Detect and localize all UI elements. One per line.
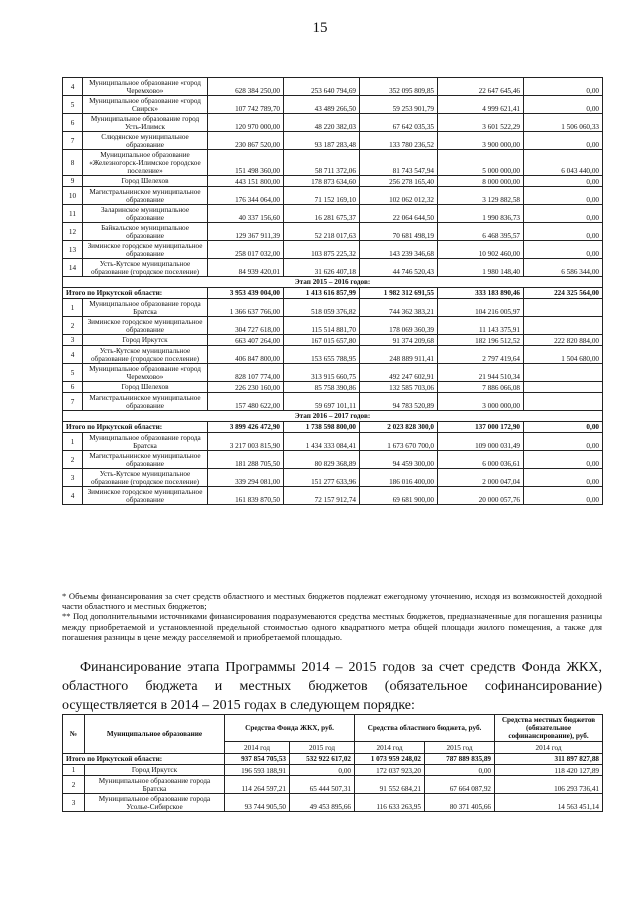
- row-number: 11: [63, 205, 83, 223]
- municipality-name: Город Шелехов: [83, 176, 208, 187]
- amount-cell: 0,00: [524, 469, 603, 487]
- row-number: 1: [63, 299, 83, 317]
- amount-cell: 91 552 684,21: [355, 776, 425, 794]
- row-number: 14: [63, 259, 83, 277]
- amount-cell: 176 344 064,00: [208, 187, 284, 205]
- total-value: 333 183 890,46: [438, 288, 524, 299]
- amount-cell: 52 218 017,63: [284, 223, 360, 241]
- table-row: [63, 132, 603, 150]
- municipality-name: Залаpинское муниципальное образование: [83, 205, 208, 223]
- total-value: 937 854 705,53: [225, 754, 290, 765]
- amount-cell: 352 095 809,85: [360, 78, 438, 96]
- amount-cell: 339 294 081,00: [208, 469, 284, 487]
- amount-cell: 744 362 383,21: [360, 299, 438, 317]
- funding-table-2014-2015: [62, 714, 603, 812]
- municipality-name: Слюдянское муниципальное образование: [83, 132, 208, 150]
- table-row: [63, 469, 603, 487]
- row-number: 13: [63, 241, 83, 259]
- municipality-name: Зиминское городское муниципальное образование: [83, 317, 208, 335]
- amount-cell: 16 281 675,37: [284, 205, 360, 223]
- amount-cell: [524, 393, 603, 411]
- amount-cell: 84 939 420,01: [208, 259, 284, 277]
- table-row: [63, 765, 603, 776]
- table-row: [63, 259, 603, 277]
- total-value: 137 000 172,90: [438, 422, 524, 433]
- total-value: 2 023 828 300,0: [360, 422, 438, 433]
- amount-cell: 663 407 264,00: [208, 335, 284, 346]
- amount-cell: 0,00: [524, 132, 603, 150]
- amount-cell: 120 970 000,00: [208, 114, 284, 132]
- total-value: 787 889 835,89: [425, 754, 495, 765]
- table-row: [63, 346, 603, 364]
- footnote-1: * Объемы финансирования за счет средств областного и местных бюджетов подлежат ежегодному уточнению, исходя из возможностей доходной части областного и местных бюджетов;: [62, 591, 602, 612]
- amount-cell: 48 220 382,03: [284, 114, 360, 132]
- amount-cell: 0,00: [524, 223, 603, 241]
- amount-cell: 628 384 250,00: [208, 78, 284, 96]
- amount-cell: 153 655 788,95: [284, 346, 360, 364]
- municipality-name: Муниципальное образование город Усть-Илимск: [83, 114, 208, 132]
- amount-cell: 72 157 912,74: [284, 487, 360, 505]
- row-number: 5: [63, 96, 83, 114]
- total-label: Итого по Иркутской области:: [63, 754, 225, 765]
- amount-cell: 10 902 460,00: [438, 241, 524, 259]
- col-header-mo: Муниципальное образование: [85, 715, 225, 754]
- row-number: 3: [63, 469, 83, 487]
- total-value: 1 413 616 857,99: [284, 288, 360, 299]
- total-value: 3 899 426 472,90: [208, 422, 284, 433]
- amount-cell: 5 000 000,00: [438, 150, 524, 176]
- amount-cell: 80 829 368,89: [284, 451, 360, 469]
- year-header: 2015 год: [290, 742, 355, 754]
- amount-cell: 8 000 000,00: [438, 176, 524, 187]
- amount-cell: 1 990 836,73: [438, 205, 524, 223]
- amount-cell: 182 196 512,52: [438, 335, 524, 346]
- amount-cell: 256 278 165,40: [360, 176, 438, 187]
- amount-cell: 11 143 375,91: [438, 317, 524, 335]
- amount-cell: [524, 364, 603, 382]
- municipality-name: Байкальское муниципальное образование: [83, 223, 208, 241]
- amount-cell: 196 593 188,91: [225, 765, 290, 776]
- amount-cell: 1 434 333 084,41: [284, 433, 360, 451]
- table-row: [63, 451, 603, 469]
- amount-cell: 85 758 390,86: [284, 382, 360, 393]
- row-number: 2: [63, 317, 83, 335]
- stage-title: Этап 2015 – 2016 годов:: [63, 277, 603, 288]
- amount-cell: 118 420 127,89: [495, 765, 603, 776]
- amount-cell: 143 239 346,68: [360, 241, 438, 259]
- amount-cell: 91 374 209,68: [360, 335, 438, 346]
- footnote-2: ** Под дополнительными источниками финансирования подразумеваются средства местных бюджетов, предназначенные для погашения разницы между приобретаемой и установленной предельной стоимостью одного квадратного метра общей площади жилого помещения, а также для погашения разницы в цене между расселяемой и приобретаемой площадью.: [62, 611, 602, 642]
- amount-cell: 59 253 901,79: [360, 96, 438, 114]
- total-value: 3 953 439 004,00: [208, 288, 284, 299]
- table-row: [63, 364, 603, 382]
- amount-cell: 31 626 407,18: [284, 259, 360, 277]
- amount-cell: 104 216 005,97: [438, 299, 524, 317]
- page-number: 15: [312, 20, 328, 36]
- amount-cell: 253 640 794,69: [284, 78, 360, 96]
- total-value: 1 982 312 691,55: [360, 288, 438, 299]
- col-header-fund: Средства Фонда ЖКХ, руб.: [225, 715, 355, 742]
- table-row: [63, 299, 603, 317]
- municipality-name: Муниципальное образование «город Черемхово»: [83, 364, 208, 382]
- amount-cell: 151 277 633,96: [284, 469, 360, 487]
- amount-cell: 0,00: [524, 187, 603, 205]
- municipality-name: Город Иркутск: [83, 335, 208, 346]
- amount-cell: 20 000 057,76: [438, 487, 524, 505]
- municipality-name: Магистральнинское муниципальное образование: [83, 187, 208, 205]
- amount-cell: 304 727 618,00: [208, 317, 284, 335]
- amount-cell: 443 151 800,00: [208, 176, 284, 187]
- amount-cell: 22 064 644,50: [360, 205, 438, 223]
- amount-cell: 7 886 066,08: [438, 382, 524, 393]
- amount-cell: 94 459 300,00: [360, 451, 438, 469]
- amount-cell: 1 980 148,40: [438, 259, 524, 277]
- municipality-name: Усть-Кутское муниципальное образование (городское поселение): [83, 346, 208, 364]
- stage-total-row: [63, 288, 603, 299]
- municipality-name: Магистральнинское муниципальное образование: [83, 393, 208, 411]
- table-row: [63, 176, 603, 187]
- table-row: [63, 241, 603, 259]
- amount-cell: 106 293 736,41: [495, 776, 603, 794]
- amount-cell: 167 015 657,80: [284, 335, 360, 346]
- amount-cell: 178 873 634,60: [284, 176, 360, 187]
- row-number: 10: [63, 187, 83, 205]
- col-header-region: Средства областного бюджета, руб.: [355, 715, 495, 742]
- row-number: 5: [63, 364, 83, 382]
- stage-title-row: [63, 277, 603, 288]
- table-row: [63, 393, 603, 411]
- amount-cell: 2 797 419,64: [438, 346, 524, 364]
- table2-header-row: [63, 715, 603, 742]
- amount-cell: 1 366 637 766,00: [208, 299, 284, 317]
- municipality-name: Муниципальное образование «Железногорск-Илимское городское поселение»: [83, 150, 208, 176]
- amount-cell: [524, 382, 603, 393]
- amount-cell: 181 288 705,50: [208, 451, 284, 469]
- row-number: 12: [63, 223, 83, 241]
- table-row: [63, 223, 603, 241]
- amount-cell: 22 647 645,46: [438, 78, 524, 96]
- amount-cell: 49 453 895,66: [290, 794, 355, 812]
- amount-cell: 115 514 881,70: [284, 317, 360, 335]
- year-header: 2014 год: [225, 742, 290, 754]
- year-header: 2015 год: [425, 742, 495, 754]
- row-number: 9: [63, 176, 83, 187]
- amount-cell: 4 999 621,41: [438, 96, 524, 114]
- amount-cell: 157 480 622,00: [208, 393, 284, 411]
- amount-cell: 21 944 510,34: [438, 364, 524, 382]
- amount-cell: 81 743 547,94: [360, 150, 438, 176]
- amount-cell: 2 000 047,04: [438, 469, 524, 487]
- stage-title-row: [63, 411, 603, 422]
- amount-cell: 116 633 263,95: [355, 794, 425, 812]
- amount-cell: 186 016 400,00: [360, 469, 438, 487]
- amount-cell: 0,00: [524, 78, 603, 96]
- amount-cell: [524, 299, 603, 317]
- amount-cell: 14 563 451,14: [495, 794, 603, 812]
- amount-cell: [524, 317, 603, 335]
- row-number: 6: [63, 382, 83, 393]
- municipality-name: Город Шелехов: [83, 382, 208, 393]
- table-row: [63, 78, 603, 96]
- table2-total-row: [63, 754, 603, 765]
- table-row: [63, 187, 603, 205]
- total-value: 311 897 827,88: [495, 754, 603, 765]
- municipality-name: Усть-Кутское муниципальное образование (городское поселение): [83, 259, 208, 277]
- amount-cell: 0,00: [524, 205, 603, 223]
- total-value: 1 073 959 248,02: [355, 754, 425, 765]
- amount-cell: 226 230 160,00: [208, 382, 284, 393]
- amount-cell: 132 585 703,06: [360, 382, 438, 393]
- row-number: 2: [63, 776, 85, 794]
- table-row: [63, 114, 603, 132]
- municipality-name: Муниципальное образование города Усолье-Сибирское: [85, 794, 225, 812]
- table-row: [63, 487, 603, 505]
- table-row: [63, 150, 603, 176]
- amount-cell: 65 444 507,31: [290, 776, 355, 794]
- municipality-name: Муниципальное образование «город Свирск»: [83, 96, 208, 114]
- row-number: 3: [63, 335, 83, 346]
- amount-cell: 0,00: [524, 433, 603, 451]
- amount-cell: 103 875 225,32: [284, 241, 360, 259]
- amount-cell: 518 059 376,82: [284, 299, 360, 317]
- total-label: Итого по Иркутской области:: [63, 288, 208, 299]
- amount-cell: 71 152 169,10: [284, 187, 360, 205]
- amount-cell: 80 371 405,66: [425, 794, 495, 812]
- municipality-name: Магистральнинское муниципальное образование: [83, 451, 208, 469]
- amount-cell: 248 889 911,41: [360, 346, 438, 364]
- municipality-name: Зиминское городское муниципальное образование: [83, 241, 208, 259]
- amount-cell: 6 586 344,00: [524, 259, 603, 277]
- amount-cell: 6 000 036,61: [438, 451, 524, 469]
- table-row: [63, 335, 603, 346]
- row-number: 4: [63, 487, 83, 505]
- amount-cell: 129 367 911,39: [208, 223, 284, 241]
- row-number: 1: [63, 765, 85, 776]
- amount-cell: 1 506 060,33: [524, 114, 603, 132]
- row-number: 1: [63, 433, 83, 451]
- amount-cell: 3 601 522,29: [438, 114, 524, 132]
- amount-cell: 1 504 680,00: [524, 346, 603, 364]
- amount-cell: 59 697 101,11: [284, 393, 360, 411]
- table-row: [63, 205, 603, 223]
- amount-cell: 67 642 035,35: [360, 114, 438, 132]
- amount-cell: 230 867 520,00: [208, 132, 284, 150]
- amount-cell: 40 337 156,60: [208, 205, 284, 223]
- amount-cell: 43 489 266,50: [284, 96, 360, 114]
- row-number: 3: [63, 794, 85, 812]
- funding-table-stages: [62, 77, 603, 505]
- amount-cell: 258 017 032,00: [208, 241, 284, 259]
- table-row: [63, 794, 603, 812]
- amount-cell: 107 742 789,70: [208, 96, 284, 114]
- amount-cell: 67 664 087,92: [425, 776, 495, 794]
- table-row: [63, 382, 603, 393]
- municipality-name: Зиминское городское муниципальное образование: [83, 487, 208, 505]
- amount-cell: 102 062 012,32: [360, 187, 438, 205]
- amount-cell: 70 681 498,19: [360, 223, 438, 241]
- municipality-name: Муниципальное образование города Братска: [83, 433, 208, 451]
- total-value: 1 738 598 800,00: [284, 422, 360, 433]
- year-header: 2014 год: [355, 742, 425, 754]
- amount-cell: 0,00: [290, 765, 355, 776]
- amount-cell: 828 107 774,00: [208, 364, 284, 382]
- amount-cell: 222 820 884,00: [524, 335, 603, 346]
- table-row: [63, 317, 603, 335]
- amount-cell: 178 069 360,39: [360, 317, 438, 335]
- amount-cell: 0,00: [524, 176, 603, 187]
- amount-cell: 3 000 000,00: [438, 393, 524, 411]
- amount-cell: 0,00: [425, 765, 495, 776]
- amount-cell: 93 744 905,50: [225, 794, 290, 812]
- amount-cell: 44 746 520,43: [360, 259, 438, 277]
- footnotes: [62, 591, 602, 642]
- row-number: 2: [63, 451, 83, 469]
- amount-cell: 1 673 670 700,0: [360, 433, 438, 451]
- total-value: 224 325 564,00: [524, 288, 603, 299]
- stage-title: Этап 2016 – 2017 годов:: [63, 411, 603, 422]
- total-value: 532 922 617,02: [290, 754, 355, 765]
- row-number: 7: [63, 132, 83, 150]
- amount-cell: 492 247 602,91: [360, 364, 438, 382]
- amount-cell: 133 780 236,52: [360, 132, 438, 150]
- amount-cell: 6 468 395,57: [438, 223, 524, 241]
- row-number: 6: [63, 114, 83, 132]
- amount-cell: 114 264 597,21: [225, 776, 290, 794]
- row-number: 8: [63, 150, 83, 176]
- municipality-name: Город Иркутск: [85, 765, 225, 776]
- amount-cell: 151 498 360,00: [208, 150, 284, 176]
- municipality-name: Муниципальное образование «город Черемхово»: [83, 78, 208, 96]
- total-label: Итого по Иркутской области:: [63, 422, 208, 433]
- year-header: 2014 год: [495, 742, 603, 754]
- amount-cell: 3 217 003 815,90: [208, 433, 284, 451]
- row-number: 4: [63, 346, 83, 364]
- row-number: 4: [63, 78, 83, 96]
- municipality-name: Муниципальное образование города Братска: [85, 776, 225, 794]
- amount-cell: 0,00: [524, 451, 603, 469]
- stage-total-row: [63, 422, 603, 433]
- amount-cell: 172 037 923,20: [355, 765, 425, 776]
- municipality-name: Усть-Кутское муниципальное образование (городское поселение): [83, 469, 208, 487]
- row-number: 7: [63, 393, 83, 411]
- amount-cell: 0,00: [524, 96, 603, 114]
- col-header-local: Средства местных бюджетов (обязательное софинансирование), руб.: [495, 715, 603, 742]
- amount-cell: 58 711 372,06: [284, 150, 360, 176]
- amount-cell: 6 043 440,00: [524, 150, 603, 176]
- amount-cell: 93 187 283,48: [284, 132, 360, 150]
- municipality-name: Муниципальное образование города Братска: [83, 299, 208, 317]
- amount-cell: 161 839 870,50: [208, 487, 284, 505]
- amount-cell: 109 000 031,49: [438, 433, 524, 451]
- table-row: [63, 96, 603, 114]
- amount-cell: 0,00: [524, 241, 603, 259]
- amount-cell: 3 900 000,00: [438, 132, 524, 150]
- table-row: [63, 433, 603, 451]
- amount-cell: 406 847 800,00: [208, 346, 284, 364]
- amount-cell: 69 681 900,00: [360, 487, 438, 505]
- amount-cell: 313 915 660,75: [284, 364, 360, 382]
- col-header-no: №: [63, 715, 85, 754]
- table-row: [63, 776, 603, 794]
- total-value: 0,00: [524, 422, 603, 433]
- amount-cell: 0,00: [524, 487, 603, 505]
- amount-cell: 94 783 520,89: [360, 393, 438, 411]
- amount-cell: 3 129 882,58: [438, 187, 524, 205]
- financing-paragraph: Финансирование этапа Программы 2014 – 2015 годов за счет средств Фонда ЖКХ, областного бюджета и местных бюджетов (обязательное софинансирование) осуществляется в 2014 – 2015 годах в следующем порядке:: [62, 660, 602, 713]
